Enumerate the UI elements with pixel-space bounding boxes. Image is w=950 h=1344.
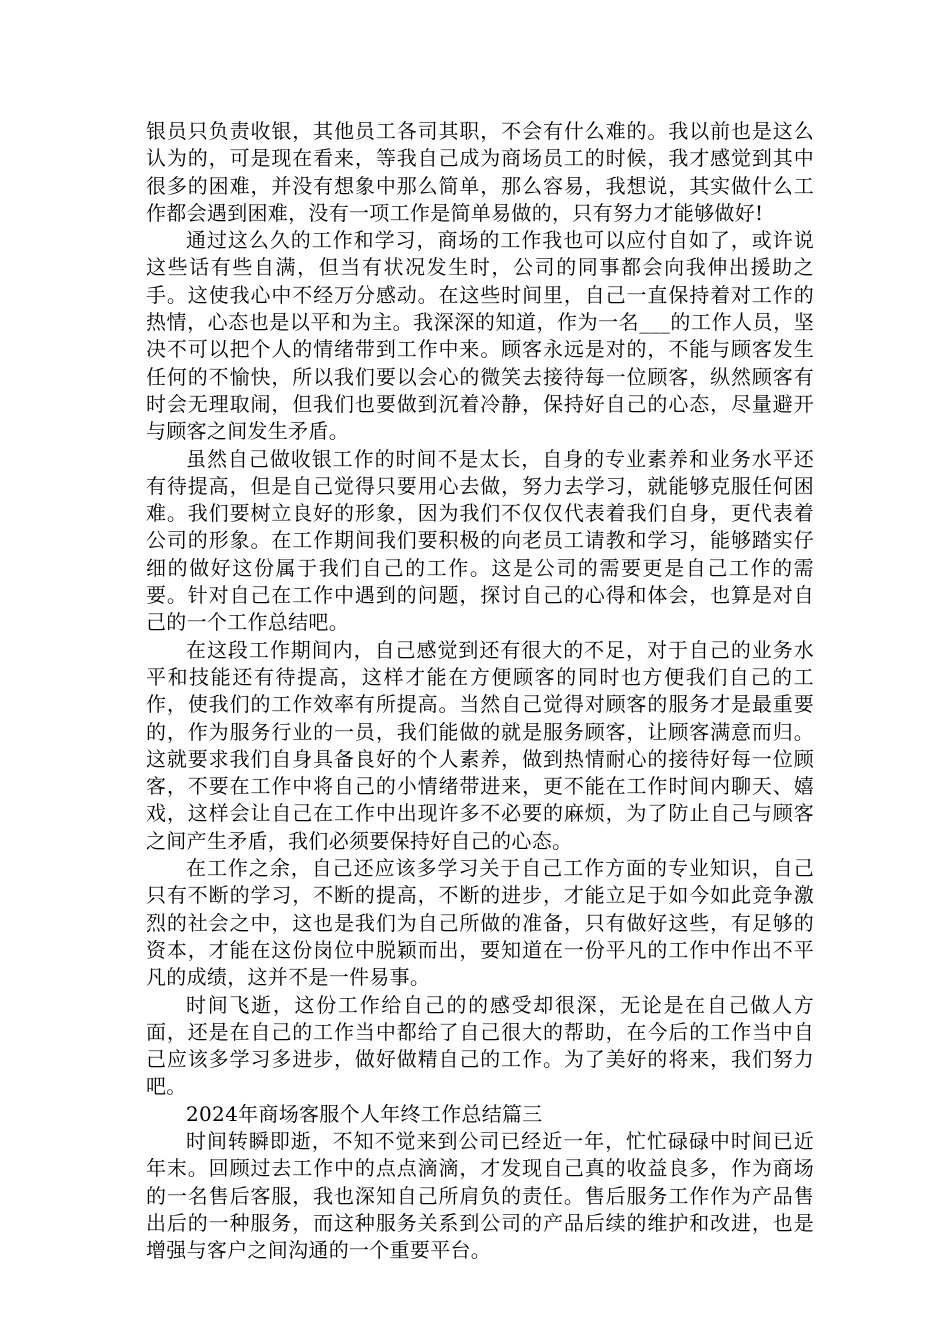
paragraph: 在这段工作期间内，自己感觉到还有很大的不足，对于自己的业务水平和技能还有待提高，这样才能在方便顾客的同时也方便我们自己的工作，使我们的工作效率有所提高。当然自己觉得对顾客的服务才是最重要的，作为服务行业的一员，我们能做的就是服务顾客，让顾客满意而归。这就要求我们自身具备良好的个人素养，做到热情耐心的接待好每一位顾客，不要在工作中将自己的小情绪带进来，更不能在工作时间内聊天、嬉戏，这样会让自己在工作中出现许多不必要的麻烦，为了防止自己与顾客之间产生矛盾，我们必须要保持好自己的心态。 xyxy=(146,637,814,853)
paragraph: 虽然自己做收银工作的时间不是太长，自身的专业素养和业务水平还有待提高，但是自己觉得只要用心去做，努力去学习，就能够克服任何困难。我们要树立良好的形象，因为我们不仅仅代表着我们自身，更代表着公司的形象。在工作期间我们要积极的向老员工请教和学习，能够踏实仔细的做好这份属于我们自己的工作。这是公司的需要更是自己工作的需要。针对自己在工作中遇到的问题，探讨自己的心得和体会，也算是对自己的一个工作总结吧。 xyxy=(146,446,814,635)
paragraph: 通过这么久的工作和学习，商场的工作我也可以应付自如了，或许说这些话有些自满，但当有状况发生时，公司的同事都会向我伸出援助之手。这使我心中不经万分感动。在这些时间里，自己一直保持着对工作的热情，心态也是以平和为主。我深深的知道，作为一名___的工作人员，坚决不可以把个人的情绪带到工作中来。顾客永远是对的，不能与顾客发生任何的不愉快，所以我们要以会心的微笑去接待每一位顾客，纵然顾客有时会无理取闹，但我们也要做到沉着冷静，保持好自己的心态，尽量避开与顾客之间发生矛盾。 xyxy=(146,228,814,444)
paragraph: 时间飞逝，这份工作给自己的的感受却很深，无论是在自己做人方面，还是在自己的工作当中都给了自己很大的帮助，在今后的工作当中自己应该多学习多进步，做好做精自己的工作。为了美好的将来，我们努力吧。 xyxy=(146,992,814,1099)
paragraph: 时间转瞬即逝，不知不觉来到公司已经近一年，忙忙碌碌中时间已近年末。回顾过去工作中的点点滴滴，才发现自己真的收益良多，作为商场的一名售后客服，我也深知自己所肩负的责任。售后服务工作作为产品售出后的一种服务，而这种服务关系到公司的产品后续的维护和改进，也是增强与客户之间沟通的一个重要平台。 xyxy=(146,1128,814,1263)
paragraph: 在工作之余，自己还应该多学习关于自己工作方面的专业知识，自己只有不断的学习，不断的提高，不断的进步，才能立足于如今如此竞争激烈的社会之中，这也是我们为自己所做的准备，只有做好这些，有足够的资本，才能在这份岗位中脱颖而出，要知道在一份平凡的工作中作出不平凡的成绩，这并不是一件易事。 xyxy=(146,856,814,990)
paragraph-continuation: 银员只负责收银，其他员工各司其职，不会有什么难的。我以前也是这么认为的，可是现在看来，等我自己成为商场员工的时候，我才感觉到其中很多的困难，并没有想象中那么简单，那么容易，我想说，其实做什么工作都会遇到困难，没有一项工作是简单易做的，只有努力才能够做好! xyxy=(146,119,814,225)
section-heading: 2024年商场客服个人年终工作总结篇三 xyxy=(186,1101,543,1126)
document-page xyxy=(146,118,814,1264)
